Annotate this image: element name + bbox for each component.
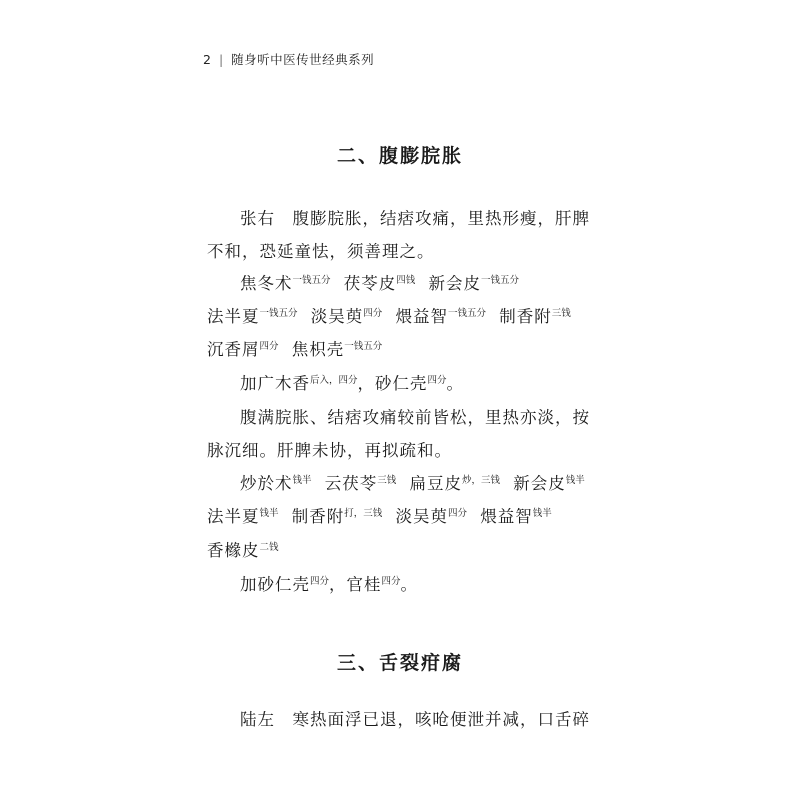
header-separator: | — [218, 52, 224, 67]
rx2-addition — [240, 571, 418, 595]
dose: 炒，三钱 — [462, 475, 501, 486]
herb: 法半夏 — [207, 307, 260, 326]
section-title-3: 三、舌裂疳腐 — [336, 652, 463, 674]
dose-note: 后入，四分 — [310, 375, 358, 386]
rx2-row3 — [207, 537, 279, 561]
rx2-row2 — [207, 503, 552, 527]
addition-text: 加广木香 — [240, 374, 310, 393]
herb: 煨益智 — [480, 507, 533, 526]
series-title: 随身听中医传世经典系列 — [231, 52, 375, 67]
herb: 沉香屑 — [207, 340, 260, 359]
herb: 焦枳壳 — [291, 340, 345, 359]
herb: 扁豆皮 — [409, 474, 463, 493]
herb: 淡吴萸 — [395, 507, 449, 526]
dose: 钱半 — [532, 508, 552, 519]
dose: 四分 — [310, 576, 330, 587]
running-header — [203, 50, 374, 68]
herb: 制香附 — [291, 507, 345, 526]
dose: 二钱 — [259, 542, 279, 553]
section3-case1-line1: 陆左 寒热面浮已退，咳呛便泄并减，口舌碎 — [240, 710, 590, 729]
dose: 四分 — [448, 508, 468, 519]
herb: 新会皮 — [428, 274, 482, 293]
dose: 打，三钱 — [344, 508, 383, 519]
rx1-row2 — [207, 303, 571, 327]
herb: 制香附 — [499, 307, 552, 326]
herb: 茯苓皮 — [343, 274, 397, 293]
dose: 一钱五分 — [448, 308, 487, 319]
dose: 四分 — [381, 576, 401, 587]
case1-line1: 张右 腹膨脘胀，结痞攻痛，里热形瘦，肝脾 — [240, 209, 590, 228]
herb: 新会皮 — [513, 474, 566, 493]
case2-line1: 腹满脘胀、结痞攻痛较前皆松，里热亦淡，按 — [240, 408, 590, 427]
page-number: 2 — [203, 52, 212, 67]
herb: 炒於术 — [240, 474, 293, 493]
dose: 一钱五分 — [259, 308, 298, 319]
dose: 钱半 — [259, 508, 279, 519]
dose: 一钱五分 — [344, 341, 383, 352]
dose: 一钱五分 — [481, 275, 520, 286]
dose: 钱半 — [565, 475, 585, 486]
herb: 煨益智 — [395, 307, 449, 326]
dose: 钱半 — [292, 475, 312, 486]
section-title-2: 二、腹膨脘胀 — [336, 145, 463, 167]
herb: 焦冬术 — [240, 274, 293, 293]
addition-text: ，官桂 — [329, 575, 382, 594]
dose: 四钱 — [396, 275, 416, 286]
herb: 云茯苓 — [324, 474, 378, 493]
dose: 三钱 — [551, 308, 571, 319]
addition-text: ，砂仁壳 — [357, 374, 428, 393]
addition-text: 加砂仁壳 — [240, 575, 310, 594]
dose: 一钱五分 — [292, 275, 331, 286]
rx2-row1 — [240, 470, 585, 494]
herb: 法半夏 — [207, 507, 260, 526]
herb: 淡吴萸 — [310, 307, 364, 326]
case1-line2: 不和，恐延童怯，须善理之。 — [207, 242, 435, 261]
rx1-row1 — [240, 270, 519, 294]
rx1-addition — [240, 370, 464, 394]
dose: 四分 — [259, 341, 279, 352]
addition-text: 。 — [400, 575, 419, 594]
rx1-row3 — [207, 336, 382, 360]
dose: 三钱 — [377, 475, 397, 486]
case2-line2: 脉沉细。肝脾未协，再拟疏和。 — [207, 441, 452, 460]
addition-text: 。 — [446, 374, 465, 393]
dose: 四分 — [427, 375, 447, 386]
dose: 四分 — [363, 308, 383, 319]
herb: 香橼皮 — [207, 541, 260, 560]
